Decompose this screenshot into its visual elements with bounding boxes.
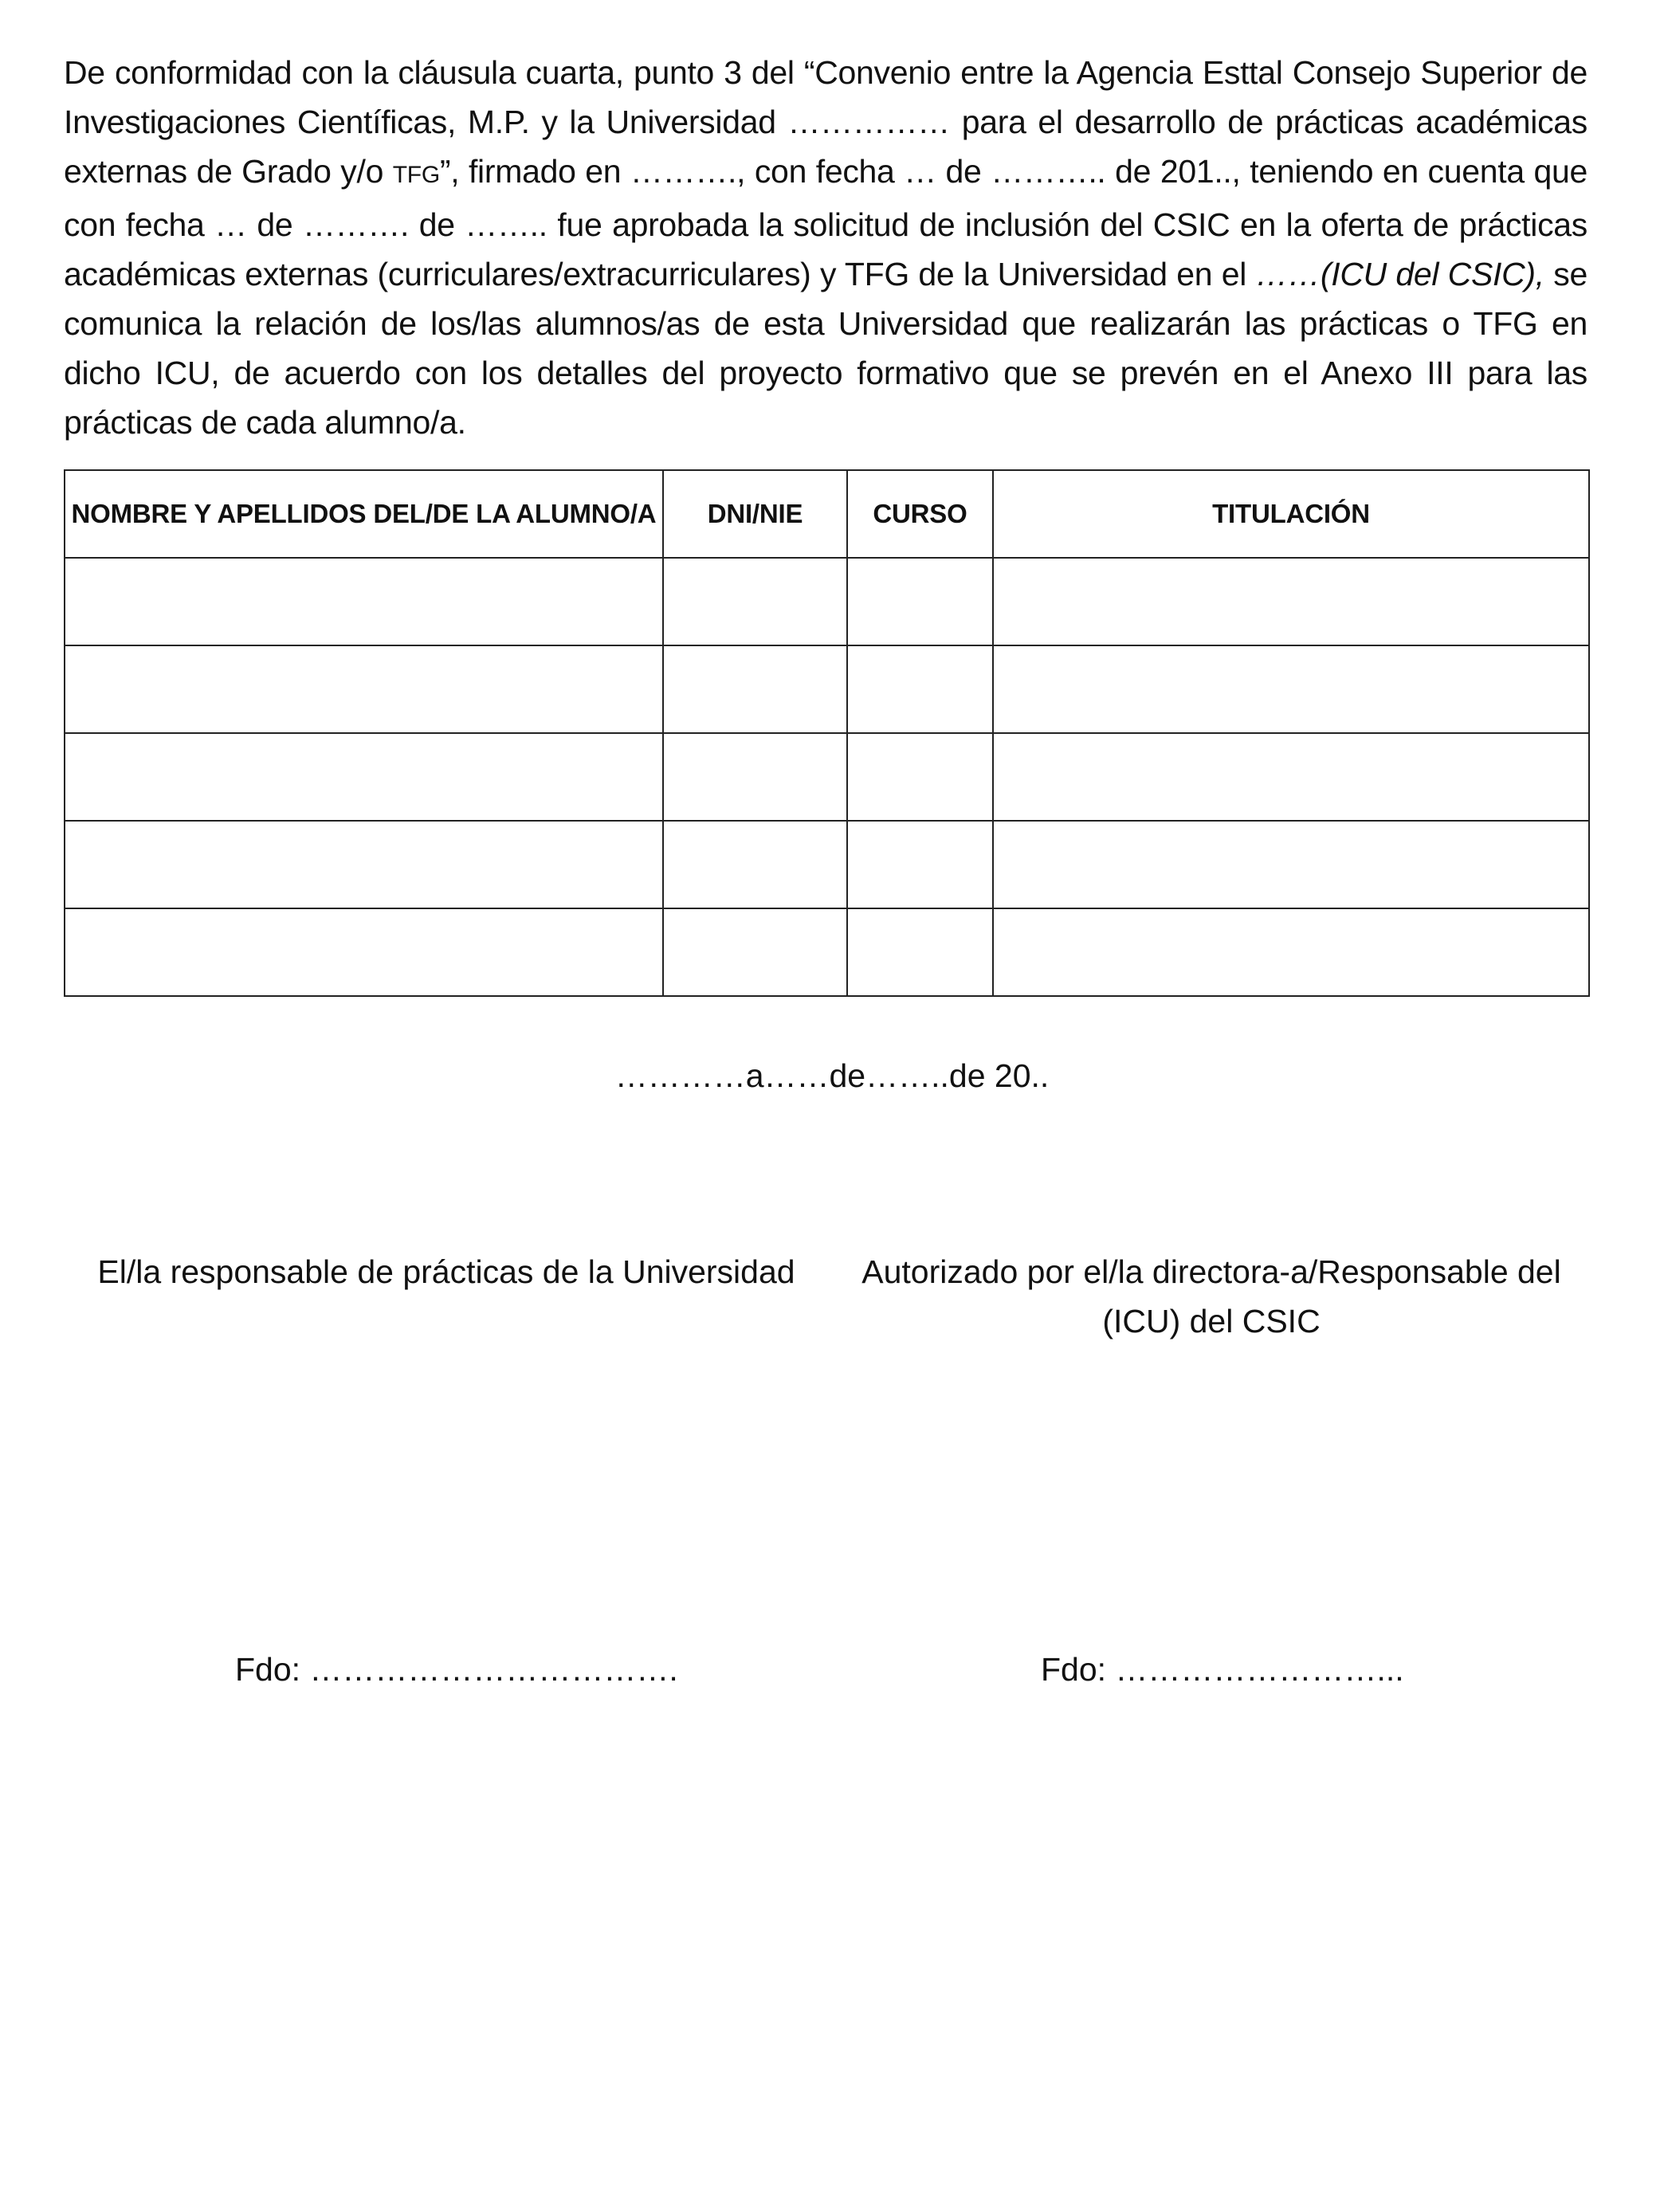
- table-header-row: [65, 470, 1589, 558]
- cell-dni[interactable]: [663, 558, 847, 645]
- cell-curso[interactable]: [847, 908, 993, 996]
- intro-text-part2: ”, firmado en ………., con fecha … de ……….. de 201.., teniendo en cuenta que con fecha … de ………. de …….. fue aprobada la solicitud de inclusión del CSIC en la oferta de prácticas académicas externas (curriculares/extracurriculares) y TFG de la Universidad en el: [64, 153, 1587, 292]
- table-row: [65, 558, 1589, 645]
- cell-nombre[interactable]: [65, 558, 663, 645]
- intro-italic-icu: ……(ICU del CSIC),: [1255, 256, 1544, 292]
- university-signature-line: Fdo: …………………………….: [235, 1651, 678, 1688]
- cell-nombre[interactable]: [65, 821, 663, 908]
- date-line: …………a……de……..de 20..: [614, 1057, 1050, 1094]
- cell-nombre[interactable]: [65, 733, 663, 821]
- cell-titulacion[interactable]: [993, 908, 1589, 996]
- intro-paragraph: [64, 48, 1587, 447]
- cell-dni[interactable]: [663, 908, 847, 996]
- csic-signature-line: Fdo: ……………………...: [1041, 1651, 1404, 1688]
- cell-titulacion[interactable]: [993, 821, 1589, 908]
- cell-dni[interactable]: [663, 733, 847, 821]
- table-row: [65, 821, 1589, 908]
- cell-dni[interactable]: [663, 645, 847, 733]
- students-table: [64, 469, 1590, 997]
- university-signer-title-text: El/la responsable de prácticas de la Universidad: [97, 1253, 795, 1290]
- cell-curso[interactable]: [847, 733, 993, 821]
- cell-titulacion[interactable]: [993, 645, 1589, 733]
- cell-curso[interactable]: [847, 821, 993, 908]
- header-nombre: NOMBRE Y APELLIDOS DEL/DE LA ALUMNO/A: [65, 470, 663, 558]
- csic-signer-title-line1: Autorizado por el/la directora-a/Responsable del: [861, 1253, 1561, 1290]
- cell-nombre[interactable]: [65, 645, 663, 733]
- table-row: [65, 733, 1589, 821]
- csic-signer-title-line2: (ICU) del CSIC: [1102, 1303, 1321, 1339]
- cell-dni[interactable]: [663, 821, 847, 908]
- csic-signer-title: [861, 1247, 1562, 1346]
- table-row: [65, 645, 1589, 733]
- cell-titulacion[interactable]: [993, 733, 1589, 821]
- cell-titulacion[interactable]: [993, 558, 1589, 645]
- table-row: [65, 908, 1589, 996]
- university-signer-title: [88, 1247, 805, 1296]
- intro-text-part1: De conformidad con la cláusula cuarta, punto 3 del “Convenio entre la Agencia Esttal Consejo Superior de Investigaciones Científicas, M.P. y la Universidad …………… para el desarrollo de prácticas académicas externas de Grado y/o: [64, 54, 1587, 190]
- intro-text-part3: se comunica la relación de los/las alumnos/as de esta Universidad que realizarán las prácticas o TFG en dicho ICU, de acuerdo con los detalles del proyecto formativo que se prevén en el Anexo III para las prácticas de cada alumno/a.: [64, 256, 1587, 441]
- cell-nombre[interactable]: [65, 908, 663, 996]
- cell-curso[interactable]: [847, 558, 993, 645]
- header-dni: DNI/NIE: [663, 470, 847, 558]
- intro-tfg-small: TFG: [392, 162, 440, 188]
- header-titulacion: TITULACIÓN: [993, 470, 1589, 558]
- cell-curso[interactable]: [847, 645, 993, 733]
- header-curso: CURSO: [847, 470, 993, 558]
